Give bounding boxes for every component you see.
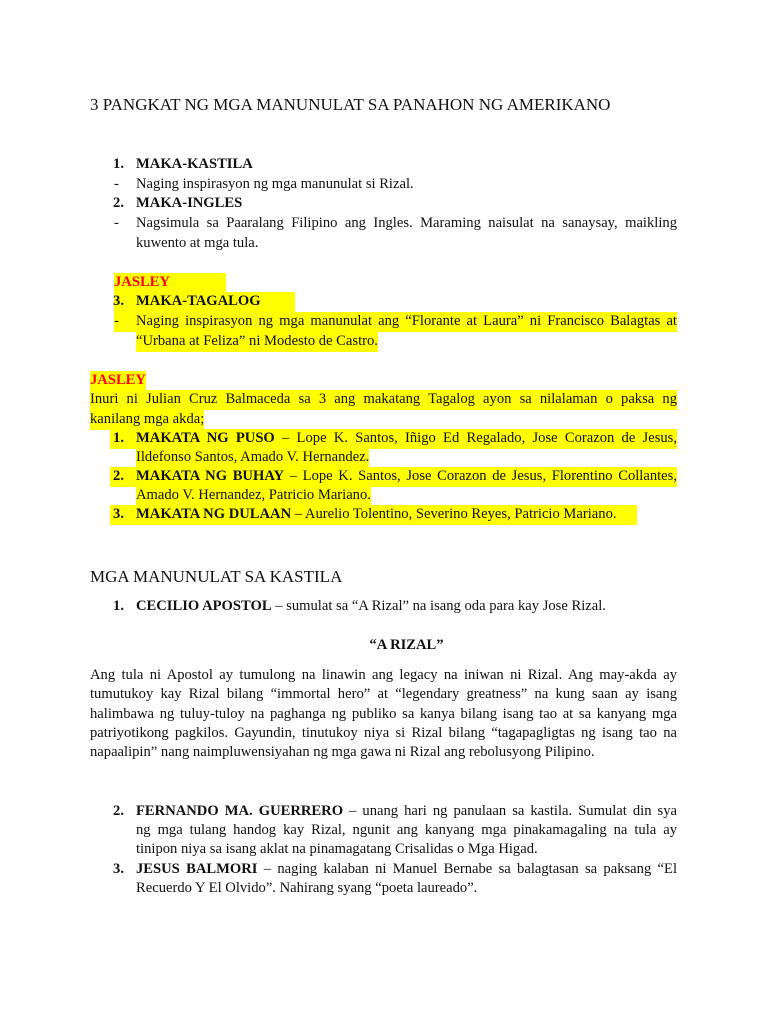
paragraph-line: tumutukoy kay Rizal bilang “immortal hero” at “legendary greatness” na kung saan ay isang: [90, 686, 677, 702]
makata-item: [136, 429, 677, 449]
list-number: 3.: [113, 506, 124, 522]
writer-desc: – naging kalaban ni Manuel Bernabe sa balagtasan sa paksang “El: [257, 861, 677, 877]
writer-desc: – sumulat sa “A Rizal” na isang oda para kay Jose Rizal.: [271, 598, 606, 614]
list-number: 1.: [113, 156, 124, 172]
list-number: 2.: [113, 803, 124, 819]
writer-name: JESUS BALMORI: [136, 861, 258, 877]
writer-item: [136, 597, 606, 617]
group-description: Nagsimula sa Paaralang Filipino ang Ingles. Maraming naisulat na sanaysay, maikling: [136, 215, 677, 231]
balmaceda-intro-cont: kanilang mga akda;: [90, 410, 204, 430]
writer-item: [136, 860, 677, 880]
writer-item: [136, 802, 677, 822]
paragraph-line: patriyotikong pagkilos. Gayundin, tinutukoy niya si Rizal bilang “tagapagligtas ng isang tao na: [90, 725, 677, 741]
group-name: MAKA-KASTILA: [136, 156, 253, 172]
poem-title: “A RIZAL”: [369, 637, 444, 653]
makata-item: [136, 505, 617, 525]
writer-item-cont: tinipon niya sa isang aklat na pinamagatang Crisalidas o Mga Higad.: [136, 841, 538, 857]
group-name: MAKA-INGLES: [136, 195, 243, 211]
section-heading: MGA MANUNULAT SA KASTILA: [90, 567, 343, 586]
list-number: 3.: [113, 861, 124, 877]
makata-members: – Aurelio Tolentino, Severino Reyes, Patricio Mariano.: [291, 506, 617, 522]
list-number: 1.: [113, 598, 124, 614]
balmaceda-intro: Inuri ni Julian Cruz Balmaceda sa 3 ang makatang Tagalog ayon sa nilalaman o paksa ng: [90, 390, 677, 410]
bullet-dash: -: [114, 176, 119, 192]
bullet-dash: -: [114, 313, 119, 329]
writer-item-cont: Recuerdo Y El Olvido”. Nahirang syang “poeta laureado”.: [136, 880, 478, 896]
makata-item-cont: Ildefonso Santos, Amado V. Hernandez.: [136, 448, 369, 468]
jasley-tag: JASLEY: [114, 273, 226, 293]
group-name: MAKA-TAGALOG: [136, 293, 261, 309]
page-title: 3 PANGKAT NG MGA MANUNULAT SA PANAHON NG AMERIKANO: [90, 95, 611, 114]
makata-members: – Lope K. Santos, Iñigo Ed Regalado, Jose Corazon de Jesus,: [274, 430, 677, 446]
group-description-cont: “Urbana at Feliza” ni Modesto de Castro.: [136, 332, 378, 352]
list-number: 3.: [113, 293, 124, 309]
writer-item-cont: ng mga tulang handog kay Rizal, ngunit ang kanyang mga pinakamagaling na tula ay: [136, 822, 677, 838]
list-number: 2.: [113, 195, 124, 211]
group-description-cont: kuwento at mga tula.: [136, 235, 259, 251]
paragraph-line: napaalipin” nang naimpluwensiyahan ng mga gawa ni Rizal ang rebolusyong Pilipino.: [90, 744, 595, 760]
makata-members: – Lope K. Santos, Jose Corazon de Jesus, Florentino Collantes,: [284, 468, 677, 484]
list-number: 1.: [113, 430, 124, 446]
list-number: 2.: [113, 468, 124, 484]
writer-name: FERNANDO MA. GUERRERO: [136, 803, 344, 819]
paragraph-line: halimbawa ng tuluy-tuloy na paghanga ng publiko sa kanya bilang isang tao at sa kanyang mga: [90, 706, 677, 722]
makata-name: MAKATA NG DULAAN: [136, 506, 292, 522]
makata-item: [136, 467, 677, 487]
paragraph-line: Ang tula ni Apostol ay tumulong na linawin ang legacy na iniwan ni Rizal. Ang may-akda ay: [90, 667, 677, 683]
group-description: Naging inspirasyon ng mga manunulat ang “Florante at Laura” ni Francisco Balagtas at: [136, 313, 677, 329]
writer-desc: – unang hari ng panulaan sa kastila. Sumulat din sya: [343, 803, 677, 819]
writer-name: CECILIO APOSTOL: [136, 598, 272, 614]
group-description: Naging inspirasyon ng mga manunulat si Rizal.: [136, 176, 414, 192]
makata-name: MAKATA NG PUSO: [136, 430, 275, 446]
makata-item-cont: Amado V. Hernandez, Patricio Mariano.: [136, 486, 371, 506]
makata-name: MAKATA NG BUHAY: [136, 468, 285, 484]
jasley-tag: JASLEY: [90, 371, 146, 391]
bullet-dash: -: [114, 215, 119, 231]
